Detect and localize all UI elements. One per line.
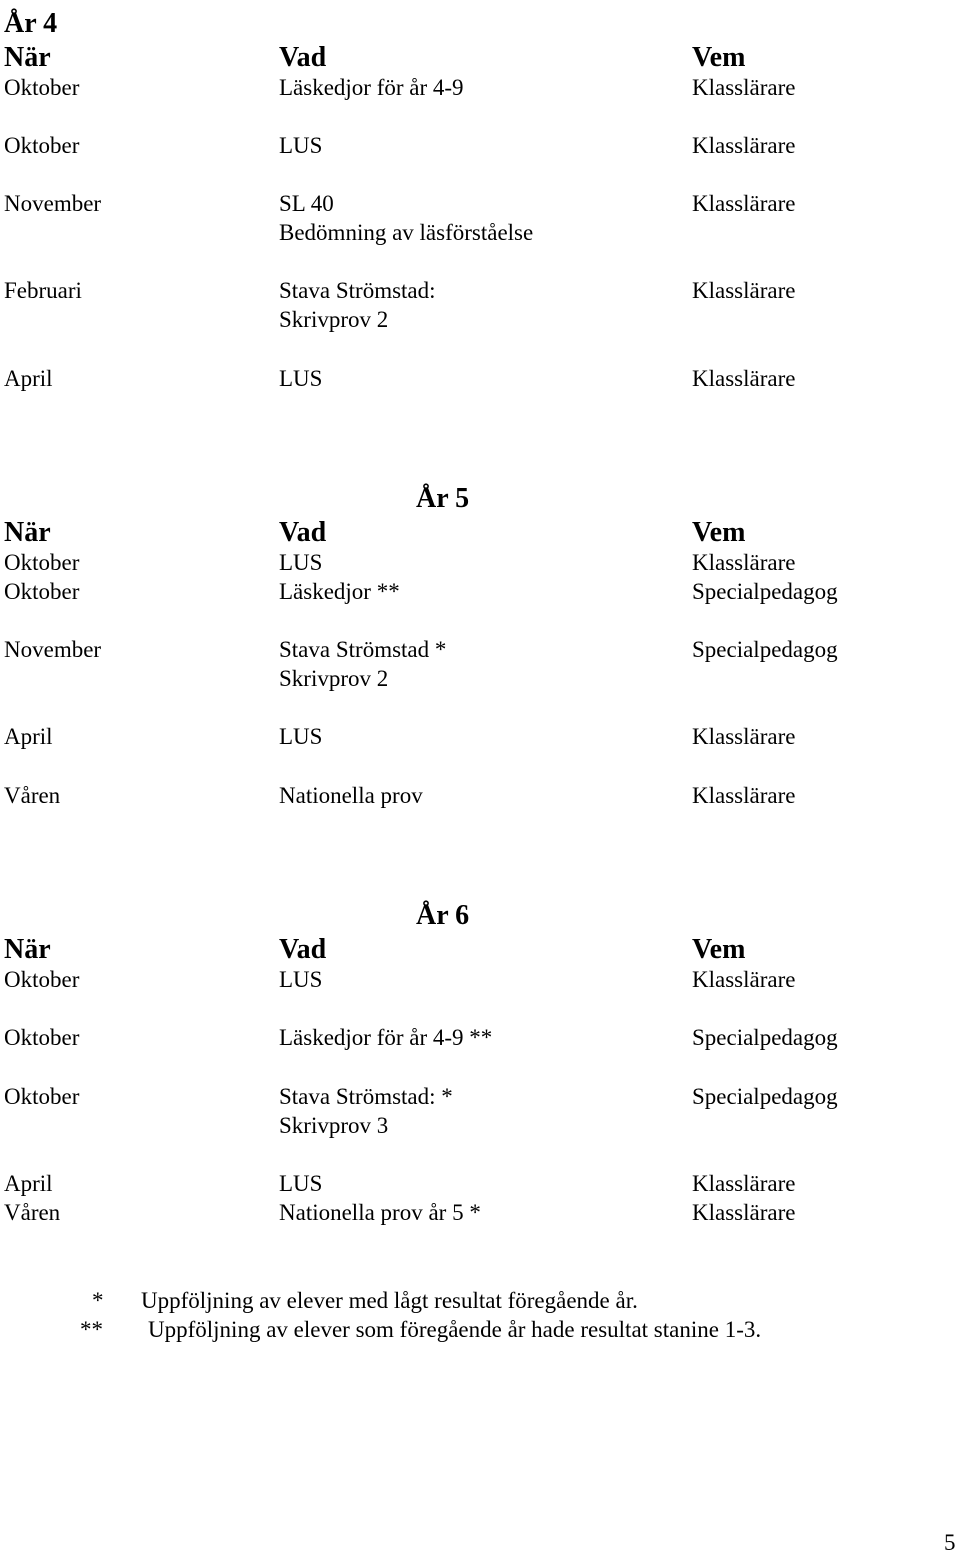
row-what: SL 40 [279, 191, 334, 216]
footnote-text: Uppföljning av elever med lågt resultat föregående år. [141, 1288, 638, 1313]
row-when: Våren [4, 1200, 61, 1225]
row-who: Klasslärare [692, 967, 796, 992]
row-when: Våren [4, 783, 61, 808]
row-when: Oktober [4, 1025, 80, 1050]
row-what: Stava Strömstad: [279, 278, 436, 303]
row-what-line2: Skrivprov 2 [279, 307, 389, 332]
row-what: LUS [279, 550, 323, 575]
column-header-when: När [4, 42, 51, 73]
footnote-mark: * [92, 1288, 104, 1313]
section-title: År 4 [4, 8, 58, 39]
row-what: LUS [279, 366, 323, 391]
row-what: Stava Strömstad: * [279, 1084, 453, 1109]
row-what: LUS [279, 133, 323, 158]
row-when: Oktober [4, 75, 80, 100]
row-when: Oktober [4, 550, 80, 575]
row-when: April [4, 366, 53, 391]
row-what: LUS [279, 967, 323, 992]
row-when: April [4, 1171, 53, 1196]
row-who: Klasslärare [692, 366, 796, 391]
row-who: Klasslärare [692, 75, 796, 100]
column-header-when: När [4, 934, 51, 965]
row-what: LUS [279, 724, 323, 749]
row-who: Klasslärare [692, 724, 796, 749]
row-who: Klasslärare [692, 550, 796, 575]
row-who: Klasslärare [692, 1200, 796, 1225]
row-what: Läskedjor ** [279, 579, 400, 604]
column-header-when: När [4, 517, 51, 548]
column-header-who: Vem [692, 42, 746, 73]
row-when: Oktober [4, 579, 80, 604]
row-what: LUS [279, 1171, 323, 1196]
row-what: Nationella prov [279, 783, 423, 808]
row-who: Klasslärare [692, 278, 796, 303]
column-header-what: Vad [279, 934, 327, 965]
row-when: November [4, 637, 102, 662]
row-who: Klasslärare [692, 783, 796, 808]
row-when: Februari [4, 278, 82, 303]
column-header-who: Vem [692, 934, 746, 965]
row-what-line2: Skrivprov 2 [279, 666, 389, 691]
row-what-line2: Skrivprov 3 [279, 1113, 389, 1138]
row-who: Klasslärare [692, 133, 796, 158]
row-what: Läskedjor för år 4-9 ** [279, 1025, 493, 1050]
row-who: Klasslärare [692, 1171, 796, 1196]
row-who: Specialpedagog [692, 1025, 838, 1050]
row-who: Specialpedagog [692, 1084, 838, 1109]
row-when: April [4, 724, 53, 749]
row-who: Specialpedagog [692, 579, 838, 604]
row-when: Oktober [4, 133, 80, 158]
row-what: Läskedjor för år 4-9 [279, 75, 464, 100]
section-title: År 5 [416, 483, 470, 514]
page-number: 5 [944, 1530, 956, 1555]
section-title: År 6 [416, 900, 470, 931]
row-when: Oktober [4, 967, 80, 992]
column-header-who: Vem [692, 517, 746, 548]
row-who: Klasslärare [692, 191, 796, 216]
column-header-what: Vad [279, 517, 327, 548]
row-what: Nationella prov år 5 * [279, 1200, 481, 1225]
row-who: Specialpedagog [692, 637, 838, 662]
footnote-mark: ** [80, 1317, 103, 1342]
row-what: Stava Strömstad * [279, 637, 447, 662]
row-when: Oktober [4, 1084, 80, 1109]
column-header-what: Vad [279, 42, 327, 73]
row-what-line2: Bedömning av läsförståelse [279, 220, 534, 245]
row-when: November [4, 191, 102, 216]
footnote-text: Uppföljning av elever som föregående år hade resultat stanine 1-3. [148, 1317, 762, 1342]
